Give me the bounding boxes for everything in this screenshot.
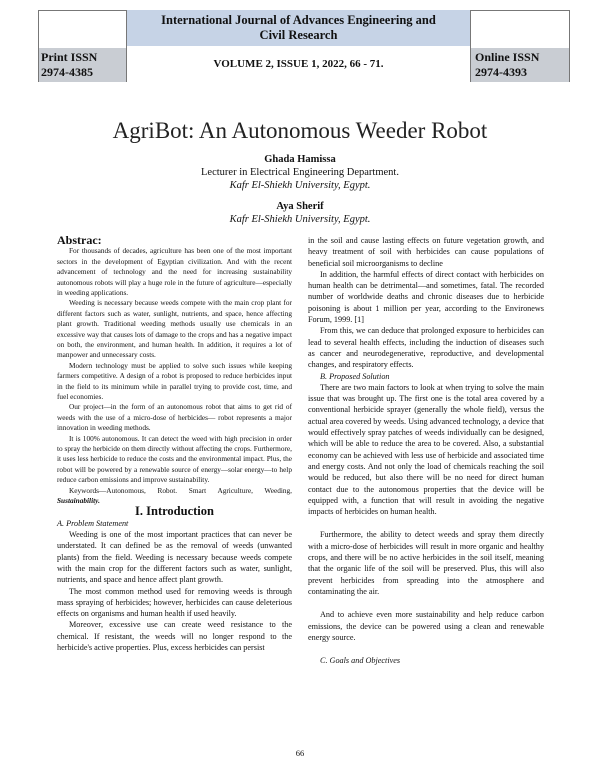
body-paragraph: Moreover, excessive use can create weed resistance to the chemical. If resistant, the weeds will no longer respond to the herbicide's active properties. Plus, excess herbicides can persist (57, 620, 292, 653)
abstract-paragraph: For thousands of decades, agriculture has been one of the most important sectors in the development of Egyptian civilization. And with the recent advancement of technology and the need for increasing sustainability autonomous robots will play a huge role in the future of agriculture—especially in weeding applications. (57, 246, 292, 297)
left-column (57, 235, 292, 653)
subsection-goals-objectives: C. Goals and Objectives (320, 656, 401, 666)
section-heading-introduction: I. Introduction (135, 504, 214, 519)
author-affiliation: Kafr El-Shiekh University, Egypt. (229, 180, 371, 191)
author-name: Ghada Hamissa (264, 154, 336, 165)
body-paragraph: The most common method used for removing weeds is through mass spraying of herbicides; however, herbicides can cause deleterious effects on organisms and human health if used heavily. (57, 586, 292, 619)
online-issn-value: 2974-4393 (475, 65, 527, 79)
subsection-proposed-solution: B. Proposed Solution (320, 371, 390, 381)
body-paragraph: There are two main factors to look at when trying to solve the main issue that was brought up. The first one is the total area covered by a conventional herbicide sprayer (generally the whole field), versus the actual area covered by weeds. Using advanced technology, a device that would effectively spray patches of weeds individually can be designed, which will be able to reduce the area to be covered. Also, a substantial economy can be achieved with less use of herbicide and associated time and energy costs. And not only the load of chemicals reaching the soil would be reduced, but also there will be no need for direct human contact due to the autonomous properties that the device will be equipped with, a function that will result in avoiding the negative impacts of herbicides on human health. (308, 382, 544, 517)
keywords-text: Autonomous, Robot. Smart Agriculture, Weeding, (106, 485, 292, 495)
print-issn-box (38, 10, 127, 82)
author-block-2 (0, 200, 600, 226)
body-paragraph: in the soil and cause lasting effects on future vegetation growth, and heavy treatment of soil with herbicides can cause populations of beneficial soil microorganisms to decline (308, 236, 544, 268)
journal-name-line1: International Journal of Advances Engineering and (161, 13, 436, 27)
abstract-paragraph: Modern technology must be applied to solve such issues while keeping farmers competitive. A design of a robot is proposed to reduce herbicides input in the field to its minimum while in parallel trying to provide cost, time, and fuel economies. (57, 360, 292, 401)
print-issn-label: Print ISSN (41, 50, 98, 64)
page-number: 66 (295, 748, 305, 758)
abstract-paragraph: It is 100% autonomous. It can detect the weed with high precision in order to spray the herbicide on them directly without affecting the crops. Furthermore, it uses less herbicide to reduce the costs and the environmental impact. Plus, the robot will be powered by a renewable source of energy—solar energy—to help reduce carbon emissions and improve sustainability. (57, 433, 292, 485)
keywords (57, 486, 292, 507)
journal-name-line2: Civil Research (259, 28, 338, 42)
body-paragraph: Furthermore, the ability to detect weeds and spray them directly with a micro-dose of herbicides will result in more organic and healthy crops, and there will be no active herbicides in the soil itself, meaning that the organic life of the soil will be preserved. Plus, this will also prevent herbicides from spreading into the atmosphere and contaminating the air. (308, 530, 544, 596)
keywords-last: Sustainability. (57, 496, 100, 506)
body-paragraph: Weeding is one of the most important practices that can never be understated. It can defined be as the removal of weeds (unwanted plants) from the field. Weeding is necessary because weeds compete with the main crop for the different factors such as water, sunlight, nutrients, and space and hence affect plant growth. (57, 530, 292, 585)
body-paragraph: From this, we can deduce that prolonged exposure to herbicides can lead to several health effects, including the induction of diseases such as cancer and neurodegenerative, reproductive, and developmental changes, and respiratory effects. (308, 326, 544, 370)
author-block-1 (0, 153, 600, 192)
abstract-body (57, 246, 292, 506)
author-affiliation: Kafr El-Shiekh University, Egypt. (229, 214, 371, 225)
abstract-paragraph: Our project—in the form of an autonomous robot that aims to get rid of weeds with the use of a micro-dose of herbicides— robot represents a major innovation in weeding methods. (57, 402, 292, 433)
paper-title: AgriBot: An Autonomous Weeder Robot (112, 118, 488, 143)
body-paragraph: And to achieve even more sustainability and help reduce carbon emissions, the device can be powered using a clean and renewable energy source. (308, 610, 544, 642)
volume-info: VOLUME 2, ISSUE 1, 2022, 66 - 71. (213, 58, 384, 70)
journal-title-box (127, 10, 470, 82)
subsection-problem-statement: A. Problem Statement (57, 518, 129, 528)
body-paragraph: In addition, the harmful effects of direct contact with herbicides on human health can be detrimental—and sometimes, fatal. The recorded number of worldwide deaths and chronic diseases due to herbicide poisoning is about 1 million per year, according to the Environews Forum, 1999. [1] (308, 269, 544, 325)
online-issn-label: Online ISSN (475, 50, 540, 64)
keywords-label: Keywords— (69, 485, 107, 495)
print-issn-value: 2974-4385 (41, 65, 93, 79)
journal-header (38, 10, 570, 82)
right-column (308, 235, 544, 666)
abstract-paragraph: Weeding is necessary because weeds compete with the main crop plant for different factors such as water, sunlight, nutrients, and space, hence affecting plant growth. Traditional weeding methods usually use chemicals in an excessive way that causes lots of damage to the crops and has a negative impact on both, the environment, and human health. In addition, it requires a lot of manpower and unnecessary costs. (57, 298, 292, 360)
author-name: Aya Sherif (276, 201, 324, 212)
abstract-heading: Abstrac: (57, 233, 102, 247)
online-issn-box (470, 10, 570, 82)
author-role: Lecturer in Electrical Engineering Department. (201, 167, 399, 178)
